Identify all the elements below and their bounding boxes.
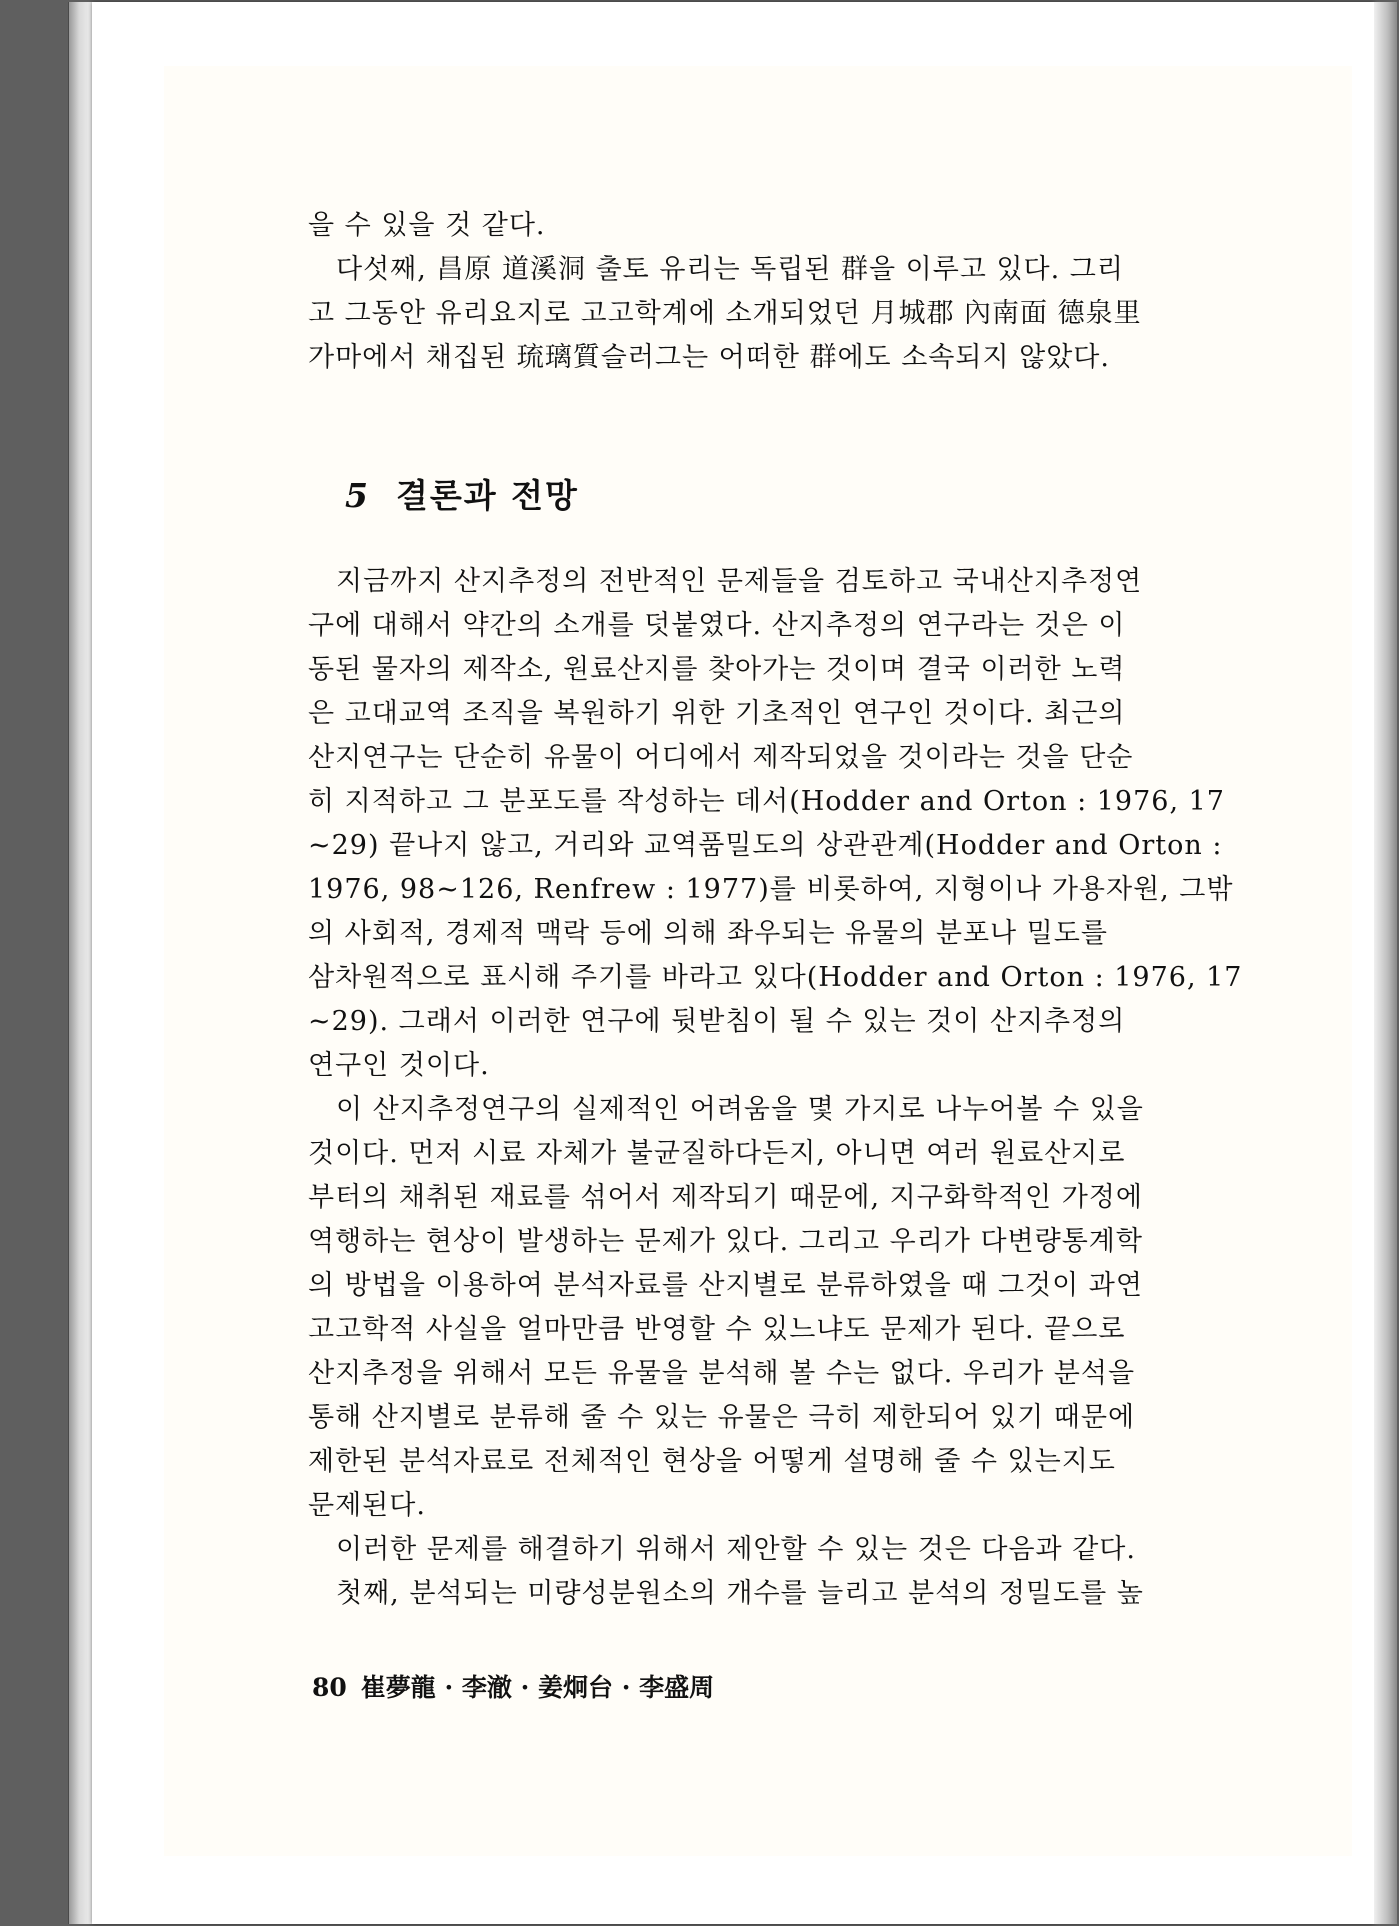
text-line: 산지추정을 위해서 모든 유물을 분석해 볼 수는 없다. 우리가 분석을 xyxy=(308,1358,1136,1389)
text-line: 다섯째, 昌原 道溪洞 출토 유리는 독립된 群을 이루고 있다. 그리 xyxy=(308,254,1124,285)
text-line: 고 그동안 유리요지로 고고학계에 소개되었던 月城郡 內南面 德泉里 xyxy=(308,298,1142,329)
text-line: 지금까지 산지추정의 전반적인 문제들을 검토하고 국내산지추정연 xyxy=(308,566,1143,597)
text-line: 삼차원적으로 표시해 주기를 바라고 있다(Hodder and Orton : 1976, 17 xyxy=(308,962,1243,993)
text-line: 역행하는 현상이 발생하는 문제가 있다. 그리고 우리가 다변량통계학 xyxy=(308,1226,1143,1257)
text-line: 부터의 채취된 재료를 섞어서 제작되기 때문에, 지구화학적인 가정에 xyxy=(308,1182,1143,1213)
page-stack-edge-right xyxy=(1374,2,1397,1924)
text-line: 첫째, 분석되는 미량성분원소의 개수를 늘리고 분석의 정밀도를 높 xyxy=(308,1578,1144,1609)
text-line: 고고학적 사실을 얼마만큼 반영할 수 있느냐도 문제가 된다. 끝으로 xyxy=(308,1314,1126,1345)
text-line: 을 수 있을 것 같다. xyxy=(308,210,546,241)
text-line: 히 지적하고 그 분포도를 작성하는 데서(Hodder and Orton : 1976, 17 xyxy=(308,786,1225,817)
text-line: 연구인 것이다. xyxy=(308,1050,490,1081)
section-heading xyxy=(345,470,579,517)
text-line: 가마에서 채집된 琉璃質슬러그는 어떠한 群에도 소속되지 않았다. xyxy=(308,342,1110,373)
text-line: 통해 산지별로 분류해 줄 수 있는 유물은 극히 제한되어 있기 때문에 xyxy=(308,1402,1136,1433)
text-line: 이 산지추정연구의 실제적인 어려움을 몇 가지로 나누어볼 수 있을 xyxy=(308,1094,1144,1125)
page-footer xyxy=(312,1668,714,1704)
text-line: 산지연구는 단순히 유물이 어디에서 제작되었을 것이라는 것을 단순 xyxy=(308,742,1134,773)
text-line: 의 방법을 이용하여 분석자료를 산지별로 분류하였을 때 그것이 과연 xyxy=(308,1270,1143,1301)
text-line: 구에 대해서 약간의 소개를 덧붙였다. 산지추정의 연구라는 것은 이 xyxy=(308,610,1126,641)
text-line: 1976, 98~126, Renfrew : 1977)를 비롯하여, 지형이나 가용자원, 그밖 xyxy=(308,874,1234,905)
text-line: 은 고대교역 조직을 복원하기 위한 기초적인 연구인 것이다. 최근의 xyxy=(308,698,1126,729)
text-line: 이러한 문제를 해결하기 위해서 제안할 수 있는 것은 다음과 같다. xyxy=(308,1534,1136,1565)
page-number: 80 xyxy=(312,1673,347,1702)
author-names: 崔夢龍 · 李澈 · 姜炯台 · 李盛周 xyxy=(360,1673,715,1702)
text-line: 동된 물자의 제작소, 원료산지를 찾아가는 것이며 결국 이러한 노력 xyxy=(308,654,1126,685)
text-line: ~29). 그래서 이러한 연구에 뒷받침이 될 수 있는 것이 산지추정의 xyxy=(308,1006,1126,1037)
text-line: 의 사회적, 경제적 맥락 등에 의해 좌우되는 유물의 분포나 밀도를 xyxy=(308,918,1108,949)
page-stack-edge-left xyxy=(68,2,95,1924)
section-title: 결론과 전망 xyxy=(395,476,579,515)
text-line: ~29) 끝나지 않고, 거리와 교역품밀도의 상관관계(Hodder and Orton : xyxy=(308,830,1223,861)
text-line: 것이다. 먼저 시료 자체가 불균질하다든지, 아니면 여러 원료산지로 xyxy=(308,1138,1126,1169)
section-number: 5 xyxy=(345,476,370,515)
text-line: 문제된다. xyxy=(308,1490,426,1521)
text-line: 제한된 분석자료로 전체적인 현상을 어떻게 설명해 줄 수 있는지도 xyxy=(308,1446,1116,1477)
